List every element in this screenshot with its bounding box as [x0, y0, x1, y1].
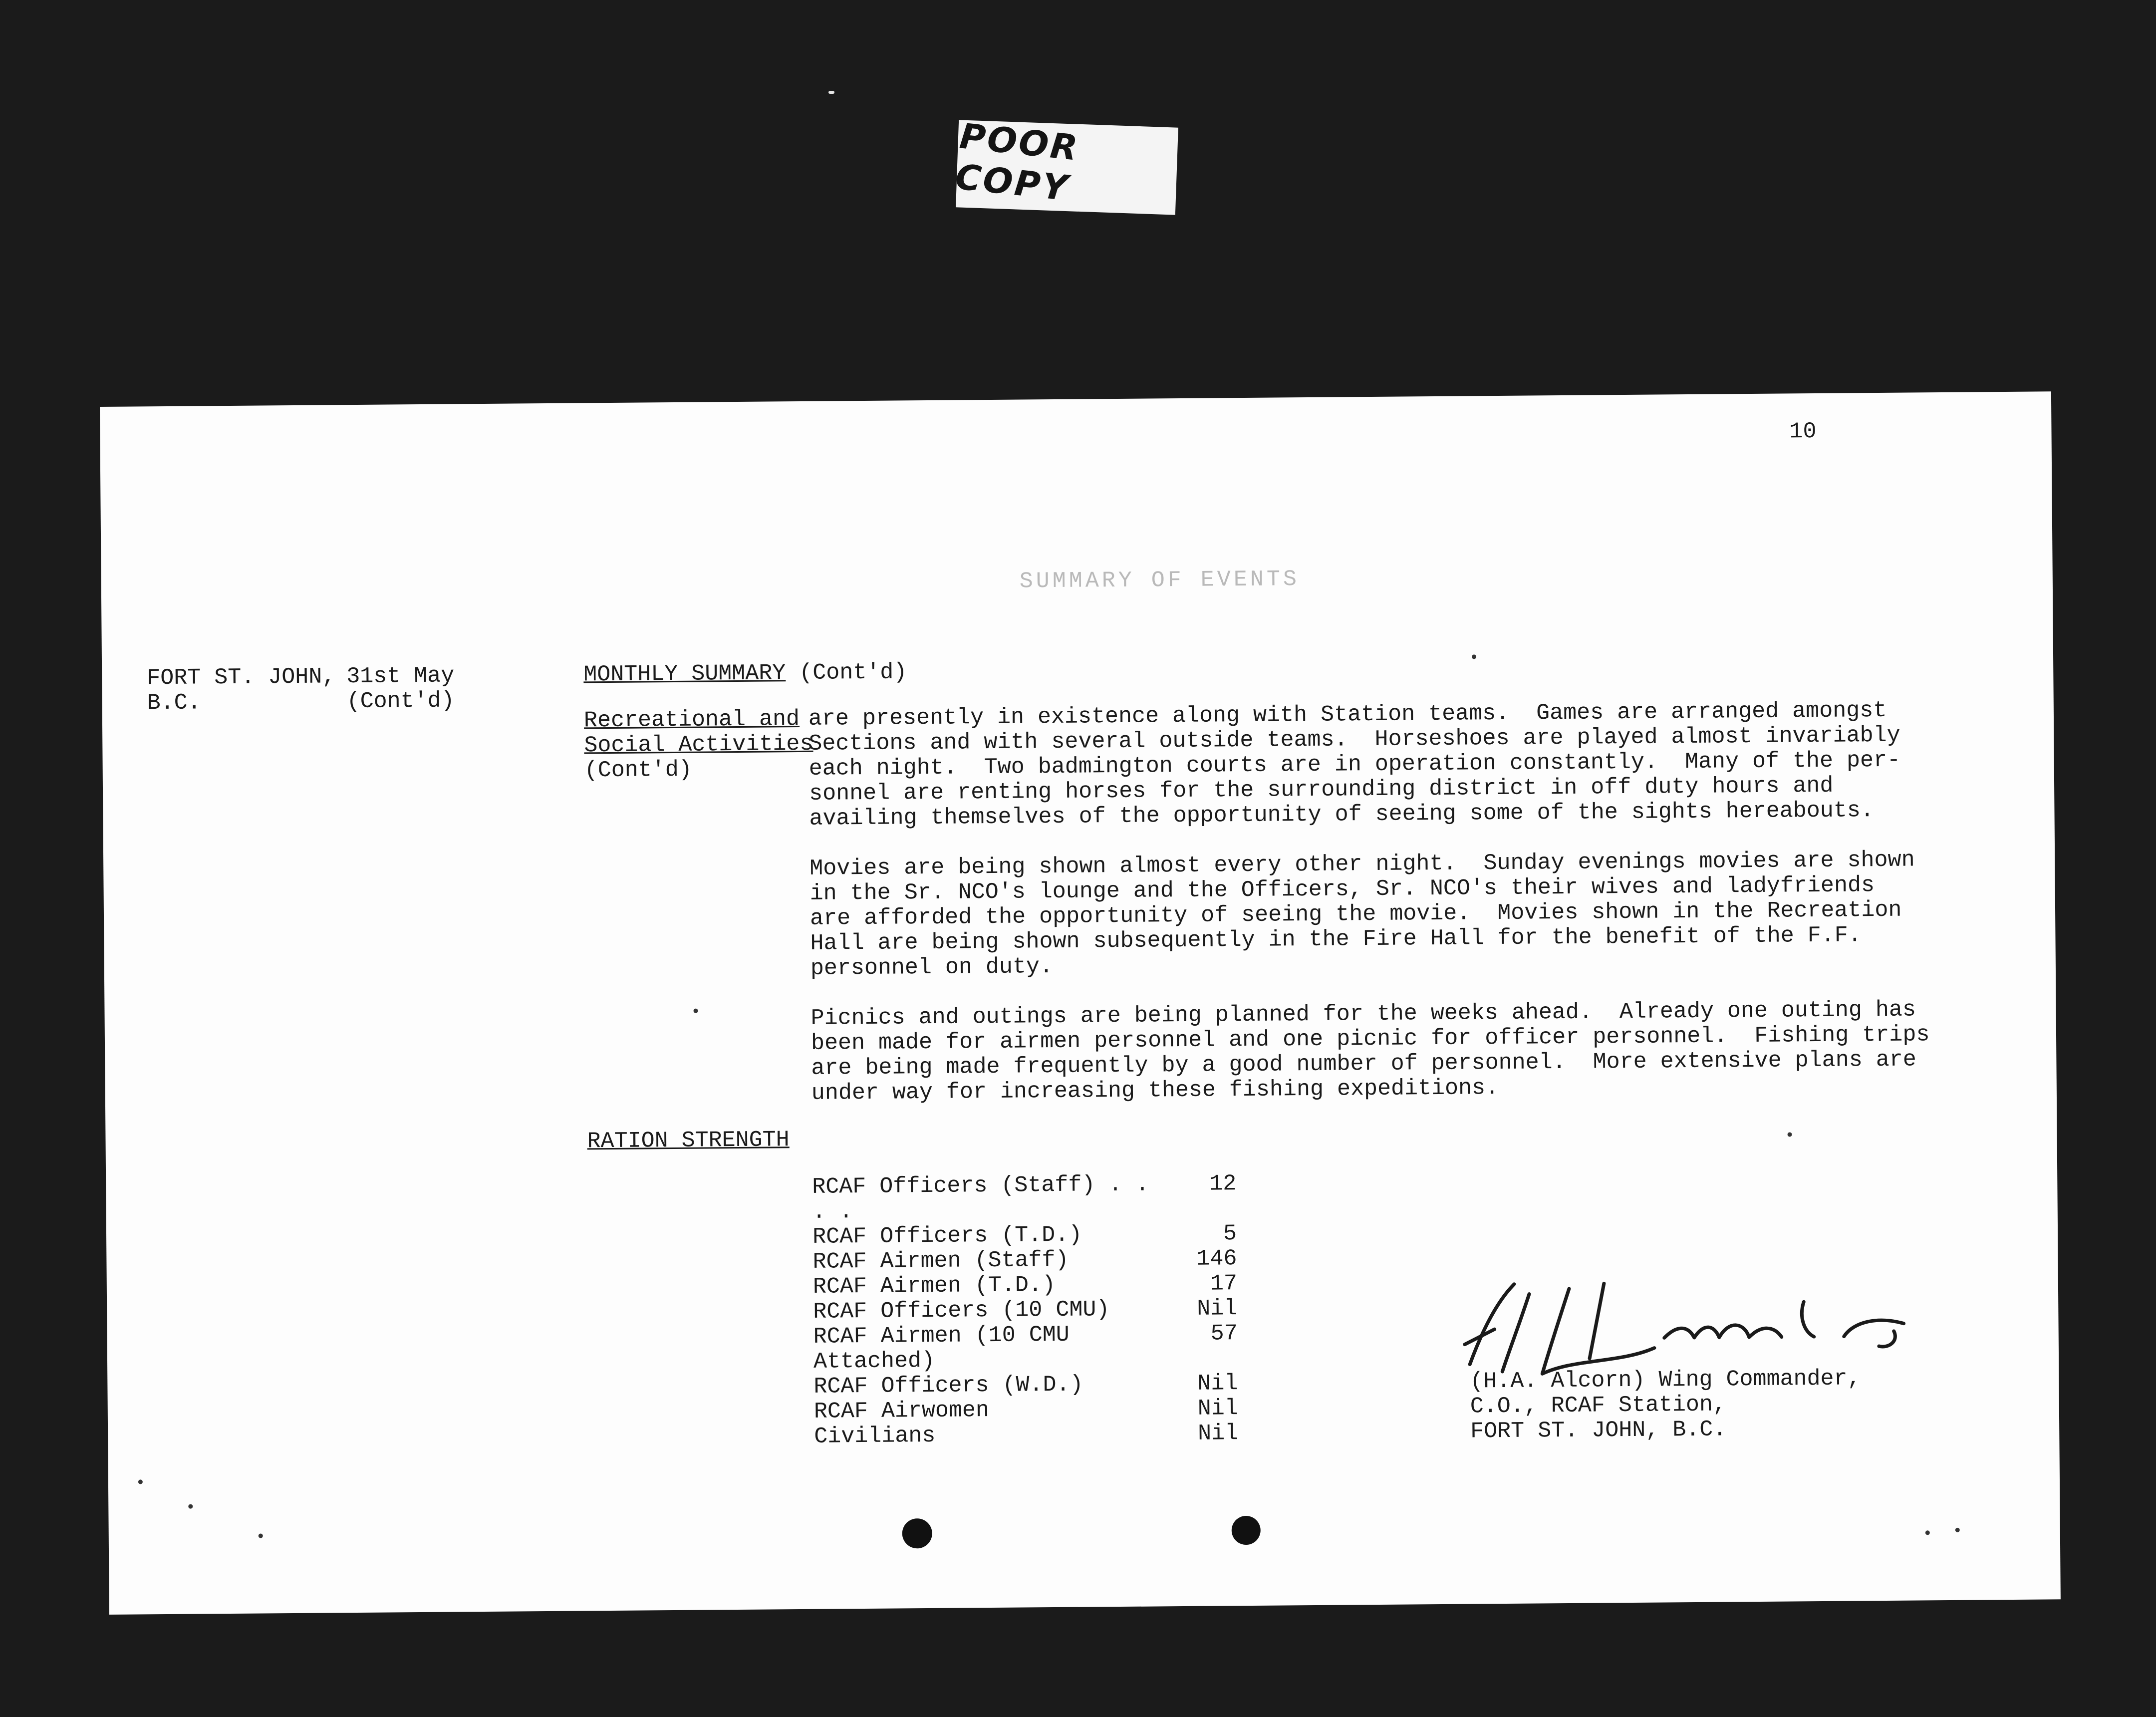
ration-value: 12 [1209, 1171, 1237, 1197]
location-line-2: B.C. [147, 690, 201, 716]
ration-value: 146 [1196, 1246, 1237, 1272]
ration-value: Nil [1198, 1421, 1239, 1446]
text-line: availing themselves of the opportunity of seeing some of the sights hereabouts. [809, 798, 1875, 832]
recreation-paragraph-3 [810, 997, 1930, 1106]
ink-blot [1232, 1516, 1261, 1545]
ration-row-airmen-10cmu [813, 1321, 1238, 1375]
scan-speck [1955, 1528, 1960, 1532]
text-line: each night. Two badmington courts are in operation constantly. Many of the per- [808, 747, 1901, 782]
ration-value: Nil [1197, 1371, 1238, 1397]
ration-row-officers-wd [813, 1371, 1238, 1400]
date-line-2: (Cont'd) [346, 688, 455, 715]
ration-value: 5 [1223, 1221, 1237, 1247]
monthly-summary-title: MONTHLY SUMMARY [583, 660, 786, 688]
page-number: 10 [1789, 418, 1817, 445]
ration-label: RCAF Officers (Staff) . . . . [812, 1171, 1149, 1225]
text-line: been made for airmen personnel and one picnic for officer personnel. Fishing trips [810, 1022, 1930, 1056]
scan-speck [1788, 1132, 1792, 1137]
ration-value: 17 [1210, 1271, 1238, 1297]
text-line: Picnics and outings are being planned for the weeks ahead. Already one outing has [810, 997, 1916, 1031]
ration-label: RCAF Airwomen [813, 1398, 990, 1425]
poor-copy-stamp [953, 115, 1178, 215]
date-line-1: 31st May [346, 663, 455, 690]
ration-row-airmen-td [813, 1271, 1237, 1300]
recreational-label-line-1: Recreational and [583, 706, 800, 734]
ration-strength-list [812, 1171, 1238, 1449]
text-line: Hall are being shown subsequently in the Fire Hall for the benefit of the F.F. [810, 922, 1862, 956]
ration-row-officers-td [812, 1221, 1237, 1250]
text-line: under way for increasing these fishing expeditions. [811, 1075, 1499, 1106]
ration-value: 57 [1210, 1321, 1238, 1347]
ration-row-officers-10cmu [813, 1296, 1237, 1325]
signature-line-3: FORT ST. JOHN, B.C. [1470, 1417, 1727, 1444]
scan-speck [188, 1504, 193, 1509]
ration-label: RCAF Airmen (10 CMU Attached) [813, 1322, 1070, 1375]
ration-label: RCAF Officers (W.D.) [813, 1372, 1083, 1400]
text-line: sonnel are renting horses for the surrounding district in off duty hours and [808, 773, 1834, 807]
text-line: in the Sr. NCO's lounge and the Officers, Sr. NCO's their wives and ladyfriends [809, 872, 1875, 906]
text-line: Movies are being shown almost every other night. Sunday evenings movies are shown [809, 847, 1915, 881]
ink-blot [902, 1518, 932, 1548]
text-line: Sections and with several outside teams. Horseshoes are played almost invariably [808, 722, 1900, 757]
scan-speck [1472, 654, 1476, 659]
monthly-summary-heading [583, 660, 907, 687]
scan-speck [259, 1534, 263, 1538]
recreation-paragraph-2 [809, 848, 1915, 981]
faded-heading: SUMMARY OF EVENTS [1019, 567, 1300, 594]
scan-speck [694, 1009, 698, 1013]
recreation-paragraph-1 [808, 698, 1901, 832]
location-line-1: FORT ST. JOHN, [147, 664, 336, 691]
ration-label: RCAF Airmen (T.D.) [812, 1272, 1056, 1300]
ration-label: Civilians [814, 1423, 936, 1449]
signature-line-2: C.O., RCAF Station, [1470, 1392, 1727, 1420]
ration-row-airmen-staff [812, 1246, 1237, 1275]
monthly-summary-contd: (Cont'd) [786, 659, 907, 686]
ration-label: RCAF Airmen (Staff) [812, 1247, 1069, 1275]
scan-speck [1925, 1530, 1930, 1535]
text-line: are presently in existence along with Station teams. Games are arranged amongst [808, 697, 1887, 732]
ration-row-civilians [814, 1421, 1238, 1449]
dust-speck [828, 91, 834, 94]
scan-speck [138, 1479, 143, 1484]
ration-value: Nil [1197, 1396, 1239, 1422]
ration-label: RCAF Officers (T.D.) [812, 1222, 1082, 1250]
text-line: are afforded the opportunity of seeing the movie. Movies shown in the Recreation [809, 897, 1902, 931]
text-line: personnel on duty. [810, 954, 1054, 981]
ration-strength-heading: RATION STRENGTH [587, 1127, 790, 1154]
signature-line-1: (H.A. Alcorn) Wing Commander, [1470, 1366, 1861, 1395]
recreational-label-line-3: (Cont'd) [584, 757, 692, 784]
ration-label: RCAF Officers (10 CMU) [813, 1297, 1110, 1325]
text-line: are being made frequently by a good number of personnel. More extensive plans are [811, 1047, 1916, 1081]
document-page [100, 391, 2061, 1615]
ration-row-airwomen [814, 1396, 1238, 1425]
ration-value: Nil [1197, 1296, 1238, 1322]
recreational-label-line-2: Social Activities [584, 731, 813, 759]
stamp-text: POOR COPY [953, 115, 1081, 209]
ration-row-officers-staff [812, 1171, 1237, 1225]
